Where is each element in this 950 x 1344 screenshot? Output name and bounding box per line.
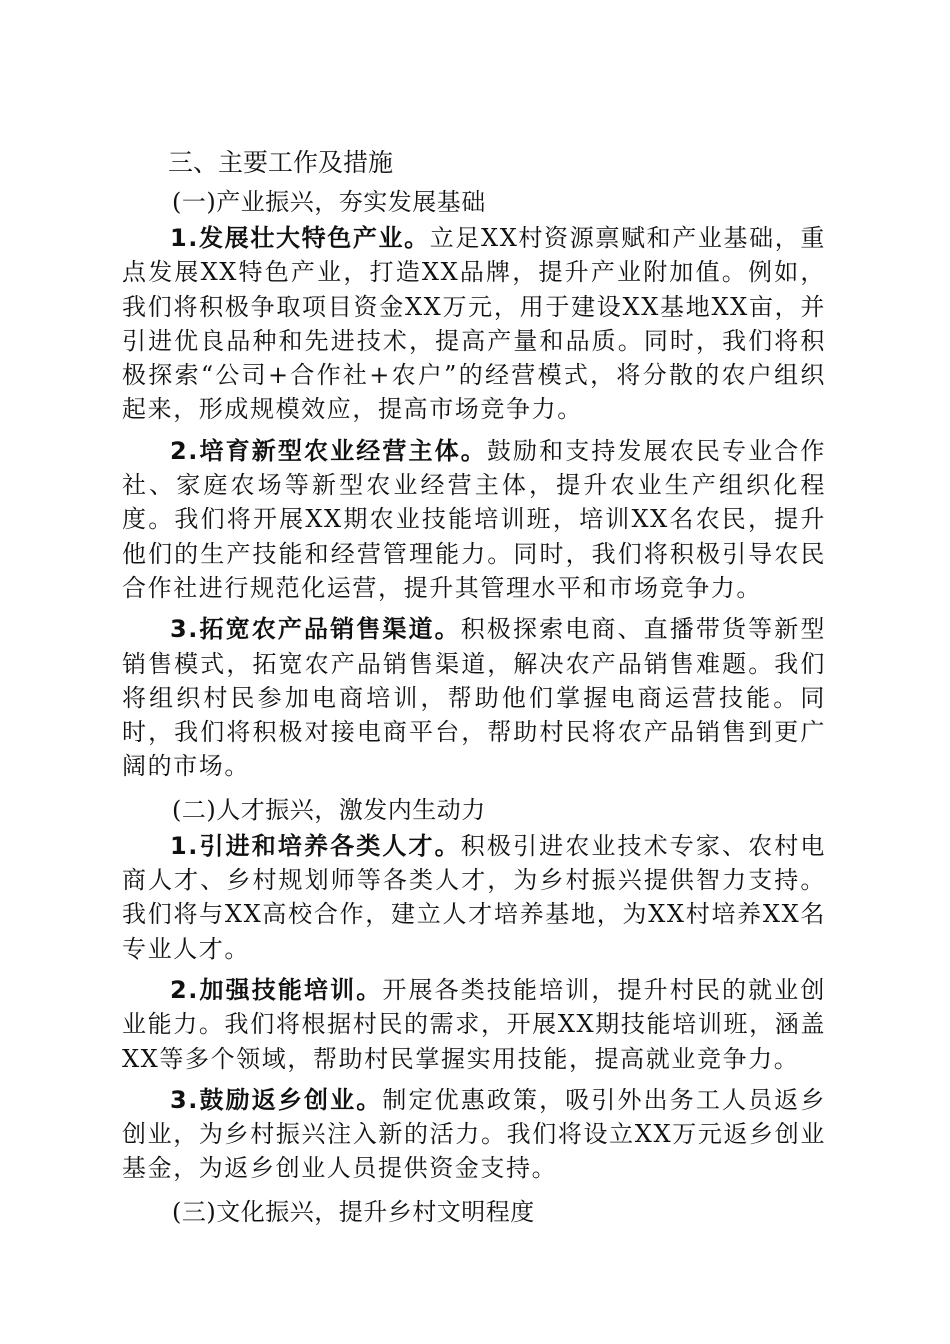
paragraph-lead: 3.拓宽农产品销售渠道。 xyxy=(170,615,461,644)
paragraph-body: 积极探索电商、直播带货等新型销售模式，拓宽农产品销售渠道，解决农产品销售难题。我们将组织村民参加电商培训，帮助他们掌握电商运营技能。同时，我们将积极对接电商平台，帮助村民将农产品销售到更广阔的市场。 xyxy=(122,615,826,781)
paragraph-lead: 3.鼓励返乡创业。 xyxy=(170,1085,383,1114)
paragraph-lead: 2.加强技能培训。 xyxy=(170,975,383,1004)
paragraph-industry-2 xyxy=(122,434,826,605)
paragraph-talent-2 xyxy=(122,973,826,1076)
paragraph-lead: 1.发展壮大特色产业。 xyxy=(170,224,430,252)
subsection-heading-culture: (三)文化振兴，提升乡村文明程度 xyxy=(172,1197,535,1226)
paragraph-lead: 1.引进和培养各类人才。 xyxy=(170,831,461,860)
paragraph-industry-1 xyxy=(122,221,826,427)
paragraph-body: 制定优惠政策，吸引外出务工人员返乡创业，为乡村振兴注入新的活力。我们将设立XX万元返乡创业基金，为返乡创业人员提供资金支持。 xyxy=(122,1085,827,1183)
paragraph-talent-3 xyxy=(122,1083,826,1186)
subsection-heading-talent: (二)人才振兴，激发内生动力 xyxy=(172,795,486,824)
paragraph-talent-1 xyxy=(122,829,826,966)
paragraph-lead: 2.培育新型农业经营主体。 xyxy=(170,436,487,465)
section-title: 三、主要工作及措施 xyxy=(168,148,394,177)
paragraph-body: 积极引进农业技术专家、农村电商人才、乡村规划师等各类人才，为乡村振兴提供智力支持。我们将与XX高校合作，建立人才培养基地，为XX村培养XX名专业人才。 xyxy=(122,831,826,963)
paragraph-body: 开展各类技能培训，提升村民的就业创业能力。我们将根据村民的需求，开展XX期技能培训班，涵盖XX等多个领域，帮助村民掌握实用技能，提高就业竞争力。 xyxy=(122,975,827,1073)
paragraph-body: 鼓励和支持发展农民专业合作社、家庭农场等新型农业经营主体，提升农业生产组织化程度。我们将开展XX期农业技能培训班，培训XX名农民，提升他们的生产技能和经营管理能力。同时，我们将积极引导农民合作社进行规范化运营，提升其管理水平和市场竞争力。 xyxy=(122,436,826,602)
paragraph-body: 立足XX村资源禀赋和产业基础，重点发展XX特色产业，打造XX品牌，提升产业附加值。例如，我们将积极争取项目资金XX万元，用于建设XX基地XX亩，并引进优良品种和先进技术，提高产量和品质。同时，我们将积极探索“公司+合作社+农户”的经营模式，将分散的农户组织起来，形成规模效应，提高市场竞争力。 xyxy=(122,224,826,424)
paragraph-industry-3 xyxy=(122,612,826,783)
subsection-heading-industry: (一)产业振兴，夯实发展基础 xyxy=(172,188,486,216)
